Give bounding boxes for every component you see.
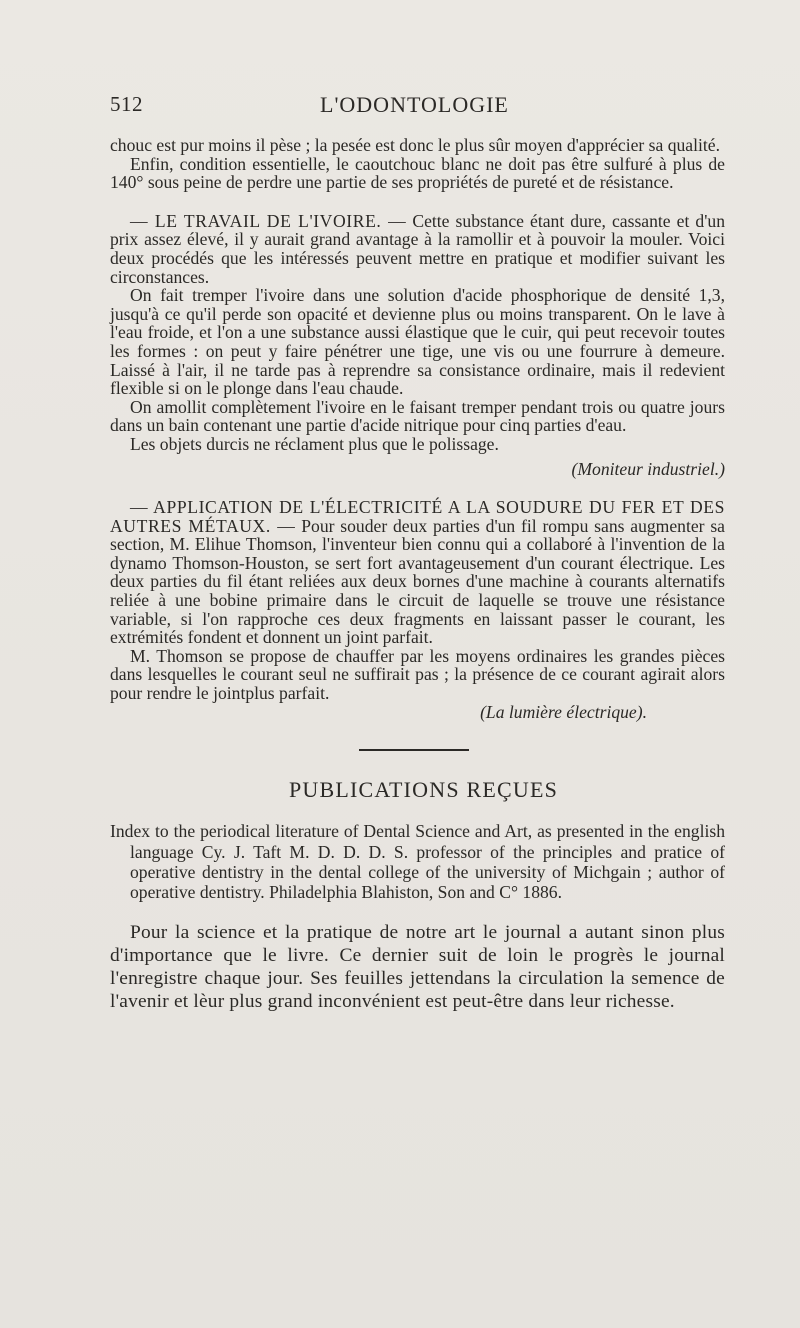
section-title-publications: PUBLICATIONS REÇUES	[288, 777, 559, 803]
paragraph-journal-importance: Pour la science et la pratique de notre art le journal a autant sinon plus d'importance que le livre. Ce dernier suit de loin le progrès le journal l'enregistre chaque jour. Ses feuilles jettendans la circulation la semence de l'avenir et lèur plus grand inconvénient est peut-être dans leur richesse.	[110, 921, 725, 1012]
citation-moniteur-industriel: (Moniteur industriel.)	[571, 458, 725, 479]
ivoire-intro-text: Cette substance étant dure, cassante et d'un prix assez élevé, il y aurait grand avantage à la ramollir et à pouvoir la mouler. Voici deux procédés que les intéressés peuvent mettre en pratique et modifier suivant les circonstances.	[110, 210, 725, 287]
paragraph-caoutchouc-end: chouc est pur moins il pèse ; la pesée est donc le plus sûr moyen d'apprécier sa qualité.	[110, 135, 720, 155]
citation-lumiere-electrique: (La lumière électrique).	[480, 701, 647, 722]
page-content	[110, 136, 725, 1013]
page-header	[110, 92, 725, 122]
bibliography-entry: Index to the periodical literature of Dental Science and Art, as presented in the english language Cy. J. Taft M. D. D. D. S. professor of the principles and pratice of operative dentistry in the dental college of the university of Michgain ; author of operative dentistry. Philadelphia Blahiston, Son and C° 1886.	[110, 821, 725, 903]
paragraph-thomson: M. Thomson se propose de chauffer par les moyens ordinaires les grandes pièces dans lesquelles le courant seul ne suffirait pas ; la présence de ce courant agirait alors pour rendre le jointplus parfait.	[110, 645, 725, 704]
heading-application-electricite: — APPLICATION DE L'ÉLECTRICITÉ A LA SOUDURE DU FER ET DES AUTRES MÉTAUX. —	[110, 497, 725, 536]
section-divider	[359, 749, 469, 751]
paragraph-soudure-electrique	[110, 498, 725, 647]
paragraph-travail-ivoire	[110, 212, 725, 286]
running-title: L'ODONTOLOGIE	[320, 92, 509, 117]
page-number: 512	[110, 92, 143, 116]
paragraph-acide-phosphorique: On fait tremper l'ivoire dans une solution d'acide phosphorique de densité 1,3, jusqu'à ce qu'il perde son opacité et devienne plus ou moins transparent. On le lave à l'eau froide, et l'on a une substance aussi élastique que le cuir, qui peut recevoir toutes les formes : on peut y faire pénétrer une tige, une vis ou une fourrure à demeure. Laissé à l'air, il ne tarde pas à reprendre sa consistance ordinaire, mais il redevient flexible si on le plonge dans l'eau chaude.	[110, 285, 725, 399]
paragraph-acide-nitrique: On amollit complètement l'ivoire en le faisant tremper pendant trois ou quatre jours dans un bain contenant une partie d'acide nitrique pour cinq parties d'eau.	[110, 396, 725, 436]
paragraph-polissage: Les objets durcis ne réclament plus que le polissage.	[130, 433, 499, 454]
soudure-text: Pour souder deux parties d'un fil rompu sans augmenter sa section, M. Elihue Thomson, l'inventeur bien connu qui a collaboré à l'invention de la dynamo Thomson-Houston, se sert fort avantageusement d'un courant électrique. Les deux parties du fil étant reliées aux deux bornes d'une machine à courants alternatifs reliée à une bobine primaire dans le circuit de laquelle se trouve une résistance variable, si l'on rapproche ces deux fragments en laissant passer le courant, les extrémités fondent et donnent un joint parfait.	[110, 515, 725, 648]
paragraph-caoutchouc-sulfure: Enfin, condition essentielle, le caoutchouc blanc ne doit pas être sulfuré à plus de 140° sous peine de perdre une partie de ses propriétés de pureté et de résistance.	[110, 153, 725, 193]
heading-travail-ivoire: — LE TRAVAIL DE L'IVOIRE. —	[130, 210, 407, 231]
